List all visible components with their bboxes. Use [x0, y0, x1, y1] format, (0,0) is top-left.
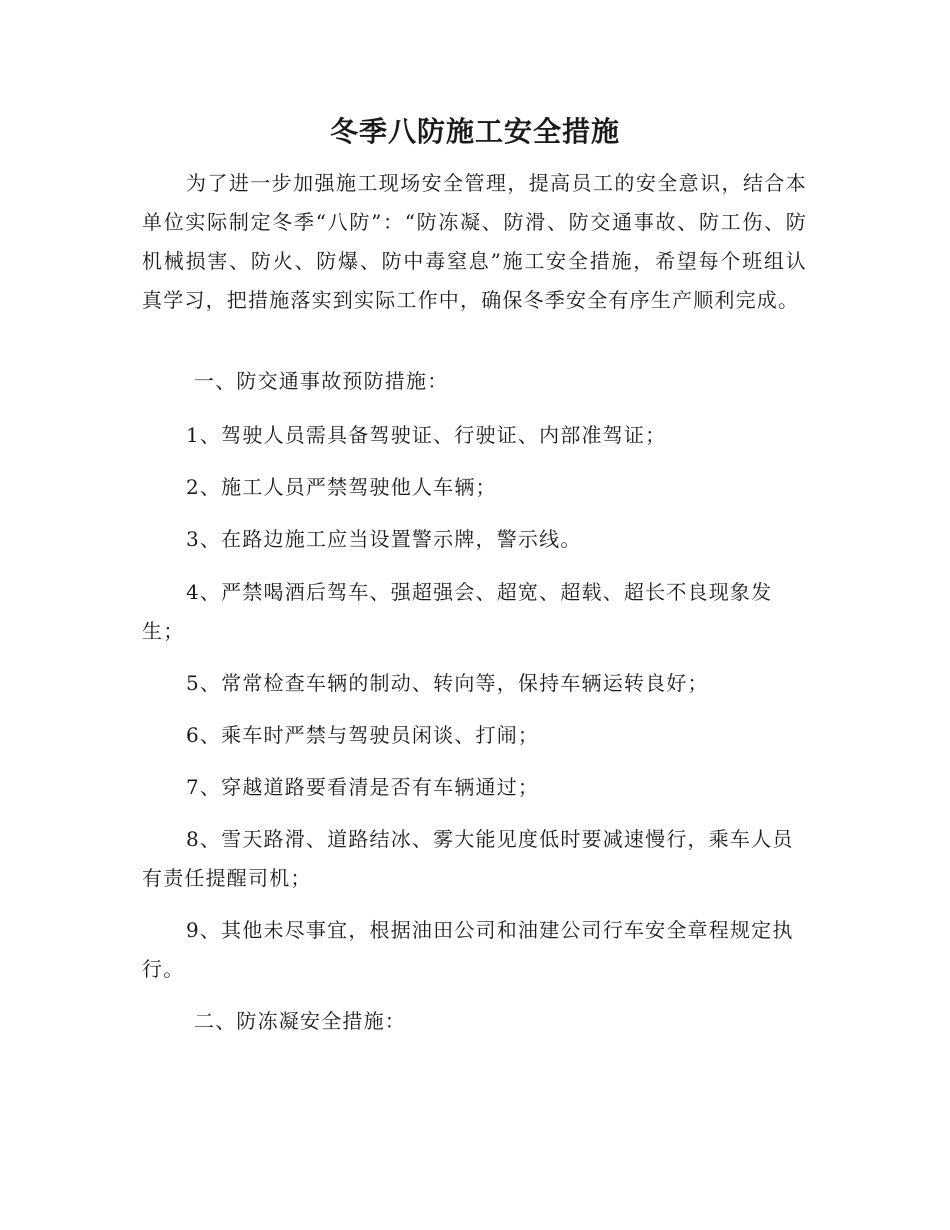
intro-paragraph: 为了进一步加强施工现场安全管理，提高员工的安全意识，结合本单位实际制定冬季“八防”：“防冻凝、防滑、防交通事故、防工伤、防机械损害、防火、防爆、防中毒窒息”施工安全措施，希望每个班组认真学习，把措施落实到实际工作中，确保冬季安全有序生产顺利完成。: [142, 171, 807, 312]
list-item: 3、在路边施工应当设置警示牌，警示线。: [186, 527, 582, 551]
document-title: 冬季八防施工安全措施: [329, 115, 620, 148]
list-item: 7、穿越道路要看清是否有车辆通过；: [186, 775, 540, 799]
list-item: 8、雪天路滑、道路结冰、雾大能见度低时要减速慢行，乘车人员有责任提醒司机；: [142, 827, 794, 890]
list-item: 6、乘车时严禁与驾驶员闲谈、打闹；: [186, 723, 540, 747]
list-item: 2、施工人员严禁驾驶他人车辆；: [186, 475, 497, 499]
section-heading-traffic: 一、防交通事故预防措施：: [194, 369, 449, 393]
list-item: 9、其他未尽事宜，根据油田公司和油建公司行车安全章程规定执行。: [142, 918, 794, 981]
section-heading-freeze: 二、防冻凝安全措施：: [194, 1009, 406, 1033]
list-item: 1、驾驶人员需具备驾驶证、行驶证、内部准驾证；: [186, 423, 667, 447]
list-item: 5、常常检查车辆的制动、转向等，保持车辆运转良好；: [186, 671, 709, 695]
list-item: 4、严禁喝酒后驾车、强超强会、超宽、超载、超长不良现象发生；: [142, 580, 773, 643]
